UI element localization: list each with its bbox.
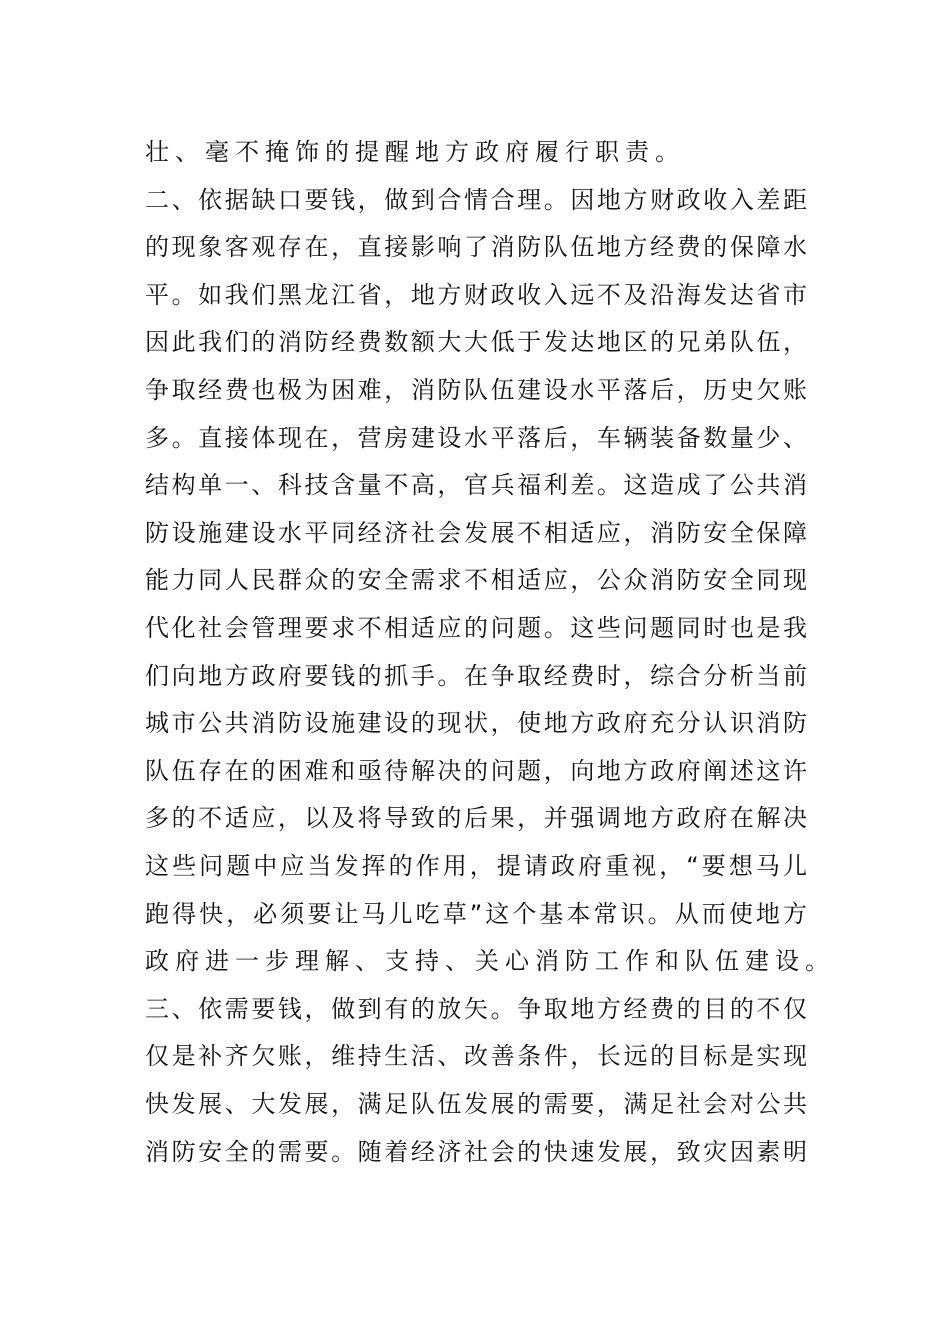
- text-line: 多。直接体现在，营房建设水平落后，车辆装备数量少、: [145, 423, 807, 452]
- text-line: 这些问题中应当发挥的作用，提请政府重视，“要想马儿: [145, 852, 807, 880]
- text-line: 结构单一、科技含量不高，官兵福利差。这造成了公共消: [145, 471, 807, 500]
- text-line: 二、依据缺口要钱，做到合情合理。因地方财政收入差距: [145, 185, 807, 214]
- text-line: 政府进一步理解、支持、关心消防工作和队伍建设。: [145, 947, 835, 976]
- text-line: 跑得快，必须要让马儿吃草”这个基本常识。从而使地方: [145, 899, 807, 928]
- text-line: 城市公共消防设施建设的现状，使地方政府充分认识消防: [145, 709, 807, 738]
- text-line: 们向地方政府要钱的抓手。在争取经费时，综合分析当前: [145, 661, 807, 690]
- text-line: 多的不适应，以及将导致的后果，并强调地方政府在解决: [145, 804, 807, 833]
- text-line: 的现象客观存在，直接影响了消防队伍地方经费的保障水: [145, 233, 807, 262]
- text-line: 消防安全的需要。随着经济社会的快速发展，致灾因素明: [145, 1137, 807, 1166]
- text-line: 因此我们的消防经费数额大大低于发达地区的兄弟队伍，: [145, 328, 807, 357]
- text-line: 仅是补齐欠账，维持生活、改善条件，长远的目标是实现: [145, 1042, 807, 1071]
- text-line: 快发展、大发展，满足队伍发展的需要，满足社会对公共: [145, 1090, 807, 1118]
- text-line: 三、依需要钱，做到有的放矢。争取地方经费的目的不仅: [145, 994, 807, 1023]
- text-line: 壮、毫不掩饰的提醒地方政府履行职责。: [145, 138, 685, 166]
- text-line: 平。如我们黑龙江省，地方财政收入远不及沿海发达省市: [145, 280, 807, 309]
- text-line: 防设施建设水平同经济社会发展不相适应，消防安全保障: [145, 518, 807, 547]
- text-line: 代化社会管理要求不相适应的问题。这些问题同时也是我: [145, 614, 807, 642]
- text-line: 队伍存在的困难和亟待解决的问题，向地方政府阐述这许: [145, 756, 807, 785]
- text-line: 争取经费也极为困难，消防队伍建设水平落后，历史欠账: [145, 376, 807, 404]
- text-line: 能力同人民群众的安全需求不相适应，公众消防安全同现: [145, 566, 807, 595]
